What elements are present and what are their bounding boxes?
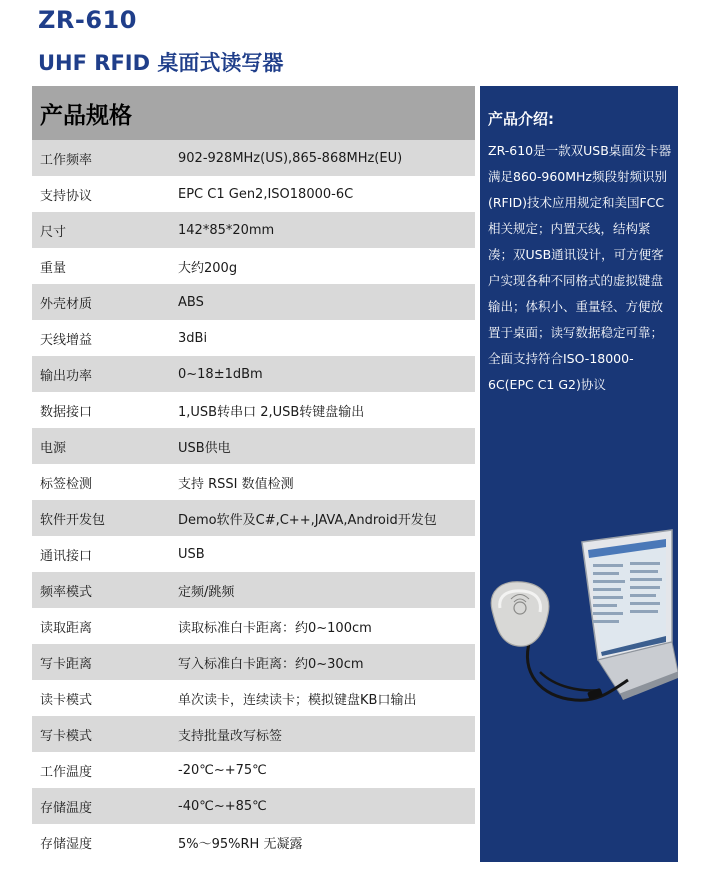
spec-table-title: 产品规格 bbox=[32, 86, 475, 140]
spec-value: 写入标准白卡距离：约0~30cm bbox=[178, 656, 364, 672]
rfid-reader-image bbox=[491, 582, 549, 646]
spec-label: 数据接口 bbox=[40, 404, 93, 420]
spec-value: 142*85*20mm bbox=[178, 222, 275, 238]
spec-value: EPC C1 Gen2,ISO18000-6C bbox=[178, 186, 354, 202]
spec-row bbox=[32, 248, 475, 284]
spec-row bbox=[32, 464, 475, 500]
spec-label: 尺寸 bbox=[40, 224, 67, 240]
spec-row bbox=[32, 572, 475, 608]
spec-value: -20℃~+75℃ bbox=[178, 762, 267, 778]
spec-row bbox=[32, 752, 475, 788]
spec-value: USB bbox=[178, 546, 205, 562]
spec-row bbox=[32, 788, 475, 824]
spec-row bbox=[32, 212, 475, 248]
spec-row bbox=[32, 608, 475, 644]
spec-label: 工作温度 bbox=[40, 764, 93, 780]
spec-row bbox=[32, 140, 475, 176]
spec-label: 通讯接口 bbox=[40, 548, 93, 564]
spec-value: Demo软件及C#,C++,JAVA,Android开发包 bbox=[178, 512, 437, 528]
spec-value: -40℃~+85℃ bbox=[178, 798, 267, 814]
spec-row bbox=[32, 500, 475, 536]
spec-label: 软件开发包 bbox=[40, 512, 106, 528]
spec-value: 读取标准白卡距离：约0~100cm bbox=[178, 620, 372, 636]
spec-row bbox=[32, 176, 475, 212]
spec-table bbox=[32, 86, 475, 860]
spec-value: 0~18±1dBm bbox=[178, 366, 263, 382]
spec-row bbox=[32, 824, 475, 860]
spec-value: 902-928MHz(US),865-868MHz(EU) bbox=[178, 150, 403, 166]
spec-rows bbox=[32, 140, 475, 860]
intro-panel bbox=[480, 86, 678, 862]
spec-label: 频率模式 bbox=[40, 584, 93, 600]
laptop-image bbox=[582, 530, 678, 700]
spec-label: 输出功率 bbox=[40, 368, 93, 384]
spec-row bbox=[32, 716, 475, 752]
spec-value: 1,USB转串口 2,USB转键盘输出 bbox=[178, 404, 365, 420]
spec-row bbox=[32, 284, 475, 320]
spec-row bbox=[32, 392, 475, 428]
spec-row bbox=[32, 356, 475, 392]
spec-label: 电源 bbox=[40, 440, 67, 456]
spec-value: 大约200g bbox=[178, 260, 238, 276]
spec-value: 3dBi bbox=[178, 330, 208, 346]
spec-row bbox=[32, 680, 475, 716]
spec-value: 支持 RSSI 数值检测 bbox=[178, 476, 294, 492]
spec-value: 5%～95%RH 无凝露 bbox=[178, 836, 303, 852]
product-subtitle: UHF RFID 桌面式读写器 bbox=[38, 51, 284, 75]
spec-row bbox=[32, 644, 475, 680]
spec-value: 定频/跳频 bbox=[178, 584, 235, 600]
spec-label: 写卡距离 bbox=[40, 656, 93, 672]
product-illustration bbox=[480, 522, 678, 742]
spec-value: ABS bbox=[178, 294, 204, 310]
spec-label: 写卡模式 bbox=[40, 728, 93, 744]
spec-row bbox=[32, 320, 475, 356]
spec-row bbox=[32, 428, 475, 464]
spec-label: 读卡模式 bbox=[40, 692, 93, 708]
spec-label: 工作频率 bbox=[40, 152, 93, 168]
spec-row bbox=[32, 536, 475, 572]
spec-value: USB供电 bbox=[178, 440, 231, 456]
intro-text: ZR-610是一款双USB桌面发卡器 满足860-960MHz频段射频识别(RFID)技术应用规定和美国FCC相关规定；内置天线，结构紧凑；双USB通讯设计，可方便客户实现各种不同格式的虚拟键盘输出；体积小、重量轻、方便放置于桌面；读写数据稳定可靠；全面支持符合ISO-18000-6C(EPC C1 G2)协议 bbox=[488, 143, 672, 392]
spec-label: 标签检测 bbox=[40, 476, 93, 492]
spec-label: 支持协议 bbox=[40, 188, 93, 204]
product-model: ZR-610 bbox=[38, 6, 137, 34]
spec-value: 支持批量改写标签 bbox=[178, 728, 283, 744]
spec-label: 外壳材质 bbox=[40, 296, 93, 312]
spec-label: 存储温度 bbox=[40, 800, 93, 816]
spec-label: 天线增益 bbox=[40, 332, 93, 348]
spec-label: 读取距离 bbox=[40, 620, 93, 636]
spec-label: 存储湿度 bbox=[40, 836, 93, 852]
spec-label: 重量 bbox=[40, 260, 67, 276]
spec-value: 单次读卡，连续读卡；模拟键盘KB口输出 bbox=[178, 692, 417, 708]
intro-title: 产品介绍: bbox=[488, 110, 554, 128]
